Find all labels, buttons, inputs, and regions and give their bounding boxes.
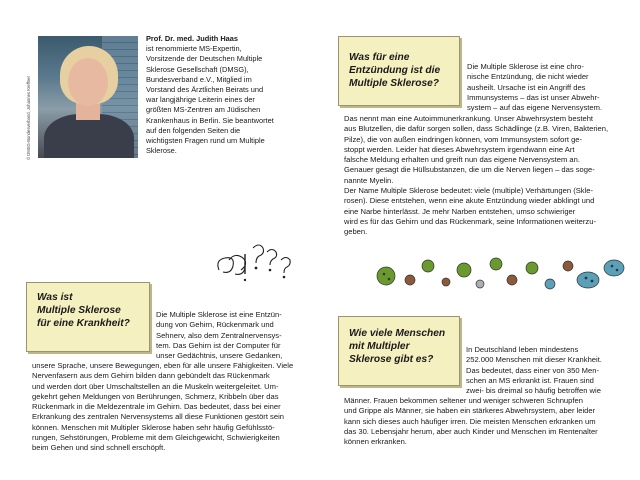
text-line: unser Gedächtnis, unsere Gedanken, bbox=[156, 351, 283, 361]
germ-icon bbox=[377, 267, 395, 285]
text-line: 252.000 Menschen mit dieser Krankheit. bbox=[466, 355, 602, 365]
heading-entzuendung bbox=[349, 51, 440, 90]
germ-icon bbox=[457, 263, 471, 277]
germ-icon bbox=[476, 280, 484, 288]
text-line: Genauer gesagt die Hüllsubstanzen, die um die Nerven liegen – das soge- bbox=[344, 165, 595, 175]
germ-spot bbox=[616, 269, 619, 272]
question-mark bbox=[281, 258, 290, 274]
germ-icon bbox=[604, 260, 624, 276]
text-line: aus Blutzellen, die dafür sorgen sollen, dass Schädlinge (z.B. Viren, Bakterien, bbox=[344, 124, 609, 134]
text-line: dung von Gehirn, Rückenmark und bbox=[156, 320, 274, 330]
text-line: Das bedeutet, dass einer von 350 Men- bbox=[466, 365, 599, 375]
intro-krankheit bbox=[156, 310, 306, 361]
text-line: rosen). Diese entstehen, wenn eine akute Entzündung wieder abklingt und bbox=[344, 196, 595, 206]
question-dot bbox=[269, 269, 272, 272]
intro-anzahl bbox=[466, 345, 624, 396]
text-line: geben. bbox=[344, 227, 368, 237]
germ-icon bbox=[405, 275, 415, 285]
photo-face bbox=[68, 58, 108, 106]
text-line: stoppt werden. Leider hat dieses Abwehrsystem irgendwann eine Art bbox=[344, 144, 575, 154]
text-line: wird es für das Gehirn und das Rückenmark, seine Informationen weiterzu- bbox=[344, 216, 596, 226]
heading-box-krankheit bbox=[26, 282, 150, 352]
germ-spot bbox=[591, 280, 594, 283]
germ-icon bbox=[422, 260, 434, 272]
germ-spot bbox=[585, 277, 588, 280]
text-line: ausheilt. Ursache ist ein Angriff des bbox=[467, 82, 586, 92]
germ-icon bbox=[442, 278, 450, 286]
heading-line: für eine Krankheit? bbox=[37, 318, 130, 329]
text-line: Pilze), die von außen eindringen können, vom Immunsystem sofort ge- bbox=[344, 134, 583, 144]
text-line: tem. Das Gehirn ist der Computer für bbox=[156, 340, 281, 350]
heading-line: Was ist bbox=[37, 292, 73, 303]
swirl-mark bbox=[235, 268, 245, 274]
text-line: Die Multiple Sklerose ist eine Entzün- bbox=[156, 310, 282, 319]
germ-icon bbox=[545, 279, 555, 289]
text-line: Erkrankung des zentralen Nervensystems all diese Funktionen gestört sein bbox=[32, 412, 284, 422]
text-line: In Deutschland leben mindestens bbox=[466, 345, 579, 354]
author-bio-text: ist renommierte MS-Expertin, Vorsitzende der Deutschen Multiple Sklerose Gesellschaft (DMSG), Bundesverband e.V., Mitglied im Vorstand des Ärztlichen Beirats und war langjährige Leiterin eines der größten MS-Zentren am Jüdischen Krankenhaus in Berlin. Sie beantwortet auf den folgenden Seiten die wichtigsten Fragen rund um Multiple Sklerose. bbox=[146, 44, 274, 156]
body-entzuendung bbox=[344, 114, 624, 238]
text-line: können. Menschen mit Multipler Sklerose haben sehr häufig Gefühlsstö- bbox=[32, 422, 275, 432]
author-photo bbox=[38, 36, 138, 158]
text-line: falsche Meldung erhalten und greift nun das eigene Nervensystem an. bbox=[344, 155, 580, 165]
swirl-mark bbox=[229, 255, 246, 270]
text-line: beim Gehen und sind schnell erschöpft. bbox=[32, 443, 166, 453]
heading-line: Sklerose gibt es? bbox=[349, 354, 434, 365]
text-line: Der Name Multiple Sklerose bedeutet: viele (multiple) Verhärtungen (Skle- bbox=[344, 186, 594, 196]
text-line: und Grippe als Männer, sie haben ein stärkeres Abwehrsystem, aber leider bbox=[344, 406, 596, 416]
heading-line: Entzündung ist die bbox=[349, 65, 441, 76]
heading-krankheit bbox=[37, 291, 130, 330]
heading-line: Wie viele Menschen bbox=[349, 328, 446, 339]
text-line: gekehrt gehen Meldungen von Berührungen, Schmerz, Kribbeln über das bbox=[32, 391, 279, 401]
heading-line: Multiple Sklerose? bbox=[349, 78, 440, 89]
question-dot bbox=[255, 267, 258, 270]
heading-line: Multiple Sklerose bbox=[37, 305, 121, 316]
text-line: Die Multiple Sklerose ist eine chro- bbox=[467, 62, 584, 71]
text-line: system – auf das eigene Nervensystem. bbox=[467, 103, 603, 113]
text-line: eine Narbe hinterlässt. Je mehr Narben entstehen, umso schwieriger bbox=[344, 206, 576, 216]
germ-spot bbox=[388, 278, 391, 281]
heading-anzahl bbox=[349, 327, 445, 366]
question-mark bbox=[253, 245, 264, 263]
text-line: Immunsystems – das ist unser Abwehr- bbox=[467, 92, 600, 102]
germ-icon bbox=[563, 261, 573, 271]
question-mark bbox=[267, 250, 277, 266]
text-line: rungen, Sehstörungen, Probleme mit dem Gleichgewicht, Schwierigkeiten bbox=[32, 433, 280, 443]
photo-jacket bbox=[44, 114, 134, 158]
author-name: Prof. Dr. med. Judith Haas bbox=[146, 34, 238, 43]
text-line: nische Entzündung, die nicht wieder bbox=[467, 72, 589, 82]
heading-box-anzahl bbox=[338, 316, 460, 386]
text-line: kann sich dieses auch häufiger irren. Die meisten Menschen erkranken um bbox=[344, 416, 596, 426]
text-line: nannte Myelin. bbox=[344, 175, 394, 185]
text-line: und werden dort über Umschaltstellen an die Muskeln weitergeleitet. Um- bbox=[32, 381, 279, 391]
exclamation-dot bbox=[244, 279, 246, 281]
germ-icon bbox=[526, 262, 538, 274]
text-line: unsere Sprache, unsere Bewegungen, eben für alle unsere Fähigkeiten. Viele bbox=[32, 361, 294, 370]
text-line: Nervenfasern aus dem Gehirn bilden dann gebündelt das Rückenmark bbox=[32, 371, 270, 381]
photo-credit: © DMSG-Bundesverband, Johannes Kreffner bbox=[26, 75, 31, 160]
heading-box-entzuendung bbox=[338, 36, 460, 106]
text-line: können erkranken. bbox=[344, 437, 407, 447]
text-line: zwei- bis dreimal so häufig betroffen wie bbox=[466, 386, 601, 396]
germs-illustration bbox=[372, 250, 630, 298]
text-line: Männer. Frauen bekommen seltener und weniger schweren Schnupfen bbox=[344, 396, 583, 405]
heading-line: Was für eine bbox=[349, 52, 410, 63]
germ-icon bbox=[507, 275, 517, 285]
swirl-mark bbox=[218, 258, 233, 273]
germ-icon bbox=[577, 272, 599, 288]
germ-icon bbox=[490, 258, 502, 270]
text-line: das 30. Lebensjahr herum, aber auch Kinder und Menschen im Rentenalter bbox=[344, 426, 598, 436]
intro-entzuendung bbox=[467, 62, 617, 113]
question-doodle-illustration bbox=[205, 240, 300, 290]
question-dot bbox=[283, 276, 286, 279]
germ-spot bbox=[383, 273, 386, 276]
text-line: Sehnerv, also dem Zentralnervensys- bbox=[156, 330, 282, 340]
body-krankheit bbox=[32, 361, 310, 454]
author-bio bbox=[146, 34, 276, 156]
body-anzahl bbox=[344, 396, 628, 447]
heading-line: mit Multipler bbox=[349, 341, 410, 352]
text-line: Rückenmark in die Meldezentrale im Gehirn. Das bedeutet, dass bei einer bbox=[32, 402, 281, 412]
text-line: schen an MS erkrankt ist. Frauen sind bbox=[466, 375, 594, 385]
germ-spot bbox=[611, 265, 614, 268]
text-line: Das nennt man eine Autoimmunerkrankung. Unser Abwehrsystem besteht bbox=[344, 114, 594, 123]
